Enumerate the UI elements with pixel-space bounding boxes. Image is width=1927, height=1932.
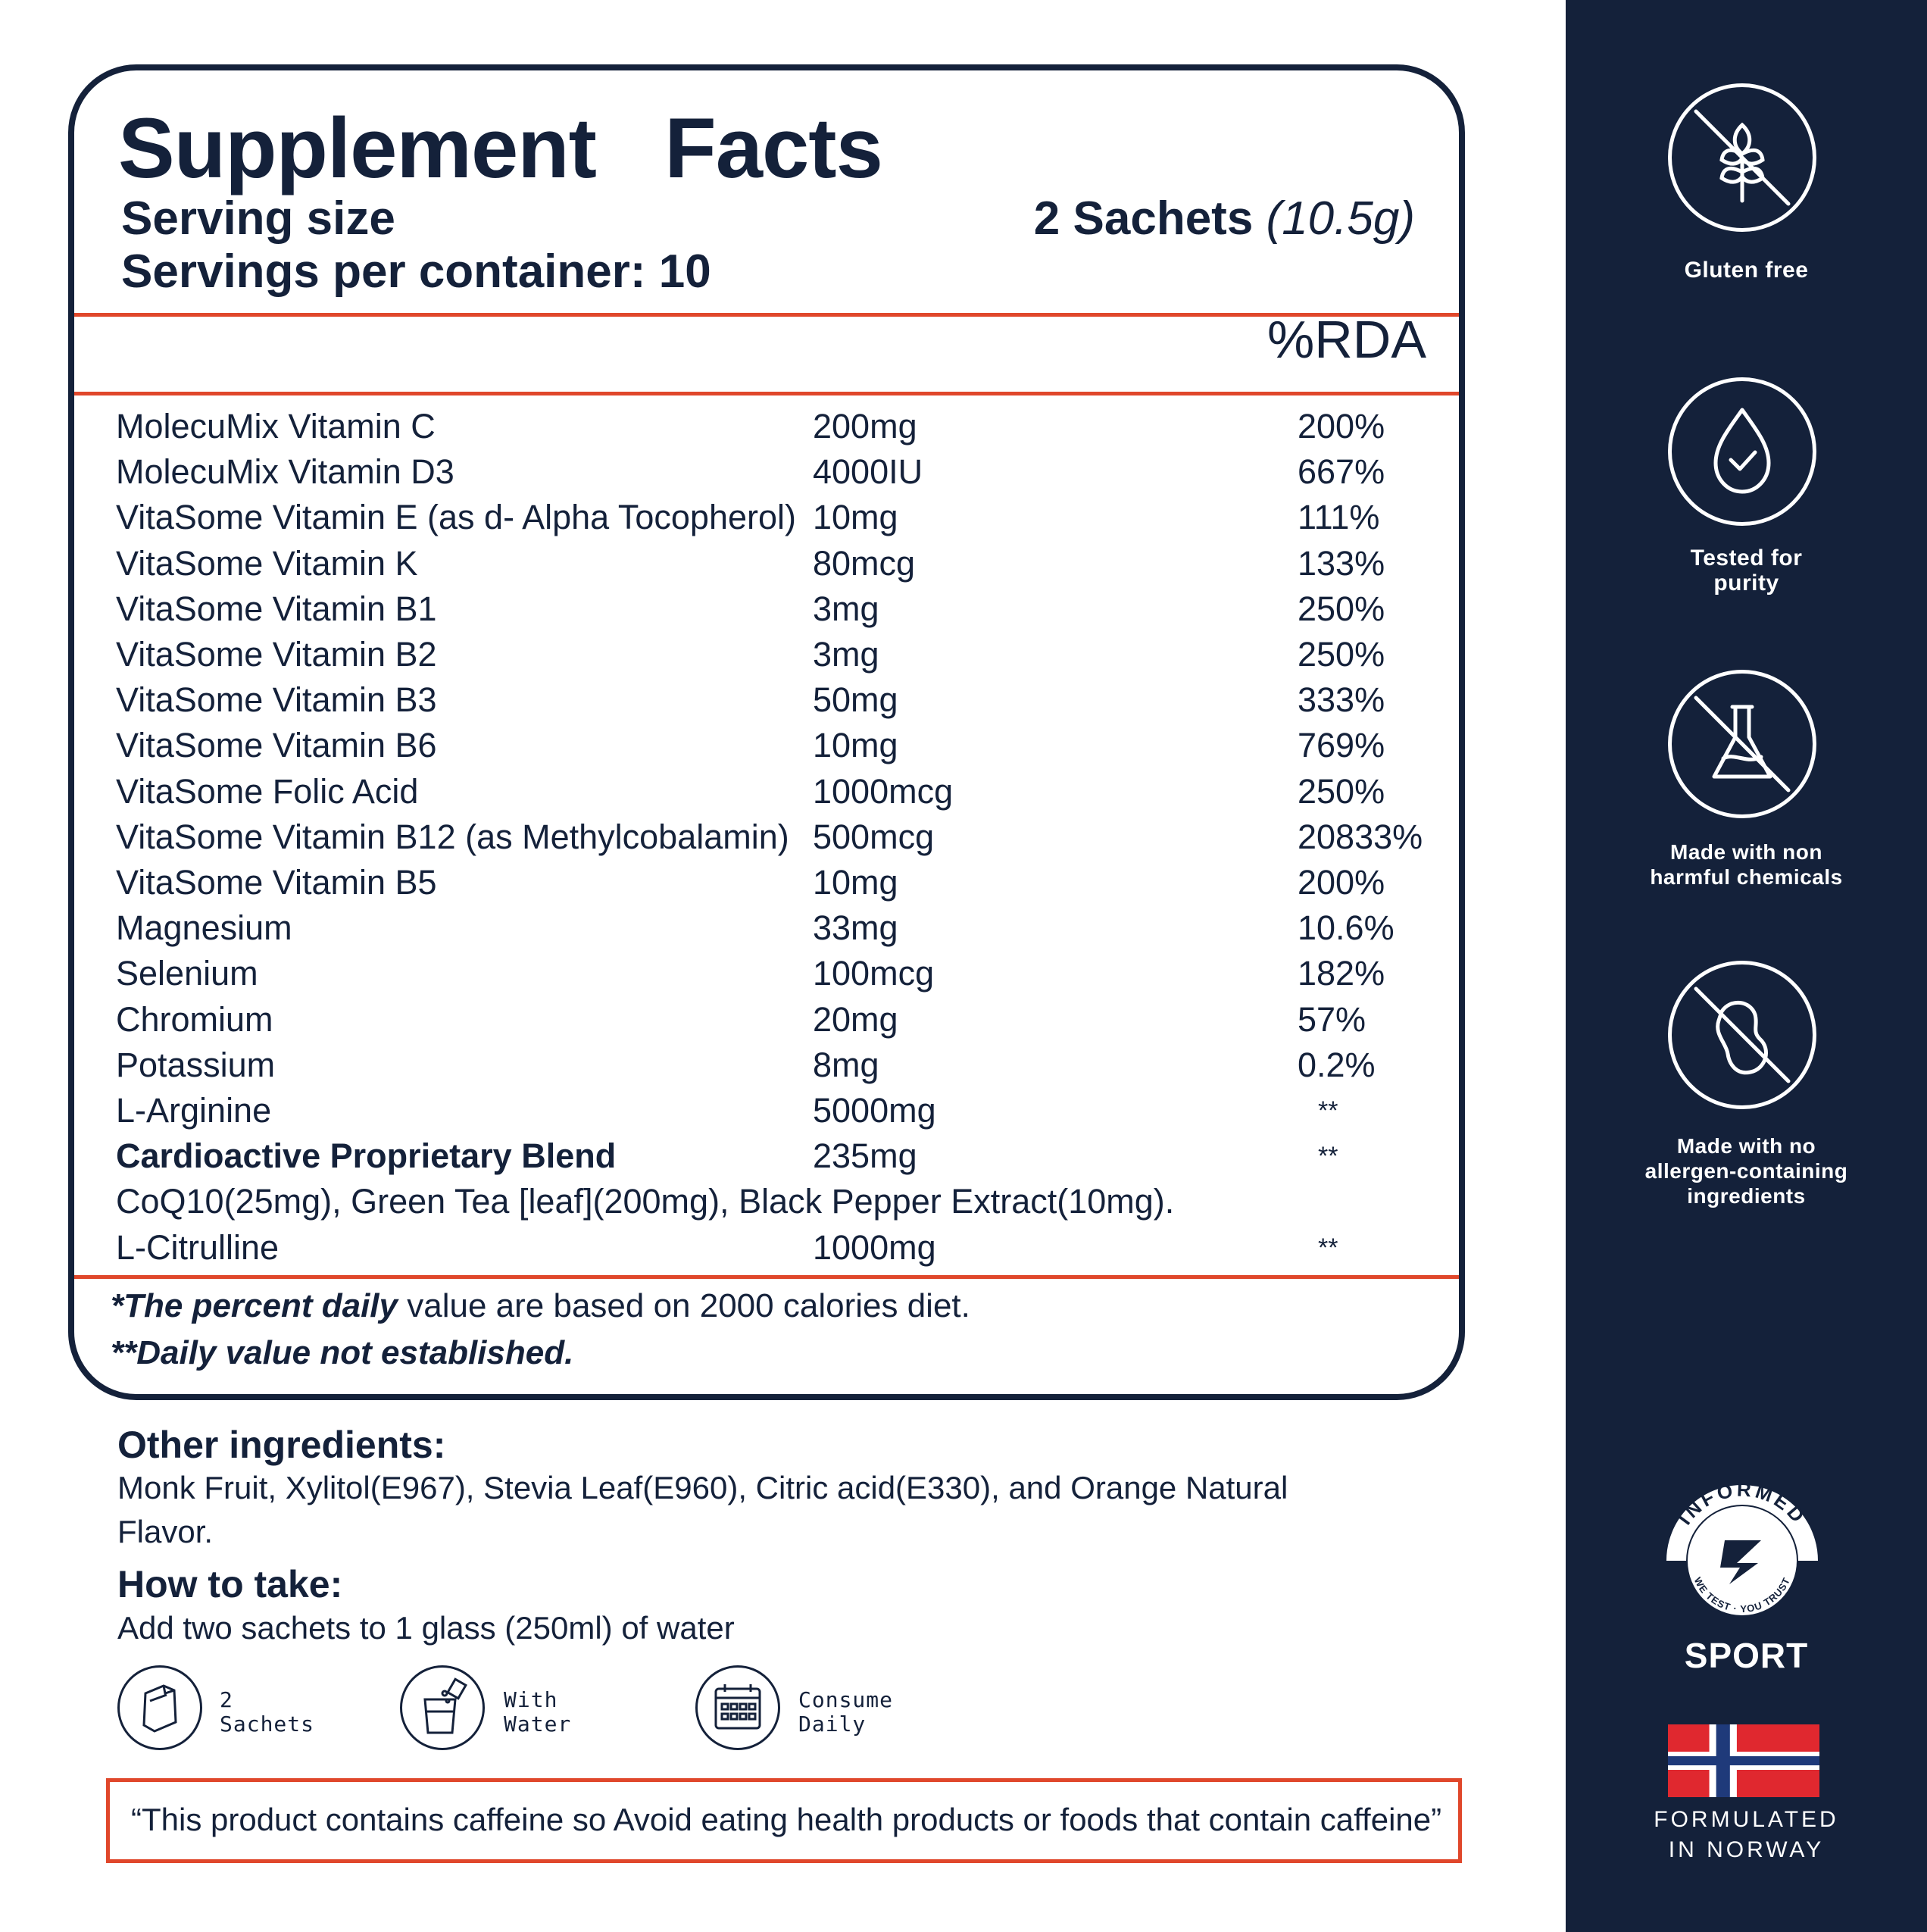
footnote-daily-value: **Daily value not established.: [111, 1334, 574, 1371]
glass-water-icon: [400, 1665, 485, 1750]
sidebar: [1566, 0, 1927, 1932]
nutrient-name: Chromium: [116, 999, 273, 1039]
step-water-label: With Water: [504, 1687, 572, 1737]
nutrient-rda: 182%: [1298, 954, 1385, 993]
nutrient-amount: 100mcg: [813, 954, 935, 993]
how-to-take-text: Add two sachets to 1 glass (250ml) of water: [117, 1610, 735, 1646]
formulated-in-norway: FORMULATED IN NORWAY: [1654, 1807, 1839, 1862]
step-daily-label: Consume Daily: [798, 1687, 894, 1737]
serving-size-weight: (10.5g): [1266, 192, 1415, 245]
badge-gluten-free-label: Gluten free: [1684, 258, 1809, 283]
nutrient-amount: 500mcg: [813, 817, 935, 856]
nutrient-name: VitaSome Vitamin B5: [116, 863, 437, 902]
servings-per-container: Servings per container: 10: [121, 245, 711, 298]
nutrient-name: VitaSome Folic Acid: [116, 771, 419, 811]
other-ingredients-text: Monk Fruit, Xylitol(E967), Stevia Leaf(E960), Citric acid(E330), and Orange Natural Flavor.: [117, 1470, 1288, 1549]
nutrient-amount: 200mg: [813, 407, 917, 445]
nutrient-name: VitaSome Vitamin K: [116, 543, 418, 583]
footnote-percent-daily-bold: *The percent daily: [111, 1287, 398, 1324]
rda-header: %RDA: [1267, 310, 1427, 369]
nutrient-amount: 4000IU: [813, 452, 923, 492]
nutrient-rda: 111%: [1298, 498, 1380, 537]
nutrient-name: VitaSome Vitamin E (as d- Alpha Tocopherol): [116, 498, 797, 537]
nutrient-name: L-Arginine: [116, 1091, 272, 1130]
nutrient-rda: 57%: [1298, 999, 1366, 1039]
nutrient-rda: 200%: [1298, 863, 1385, 902]
nutrient-name: MolecuMix Vitamin C: [116, 407, 436, 445]
calendar-icon: [695, 1665, 780, 1750]
nutrient-rda: 333%: [1298, 680, 1385, 720]
nutrient-rda: 250%: [1298, 635, 1385, 674]
nutrient-name: Magnesium: [116, 908, 292, 948]
nutrient-name: CoQ10(25mg), Green Tea [leaf](200mg), Black Pepper Extract(10mg).: [116, 1182, 1175, 1221]
nutrient-name: VitaSome Vitamin B6: [116, 726, 437, 765]
nutrient-amount: 8mg: [813, 1045, 879, 1084]
water-drop-check-icon: [1668, 377, 1816, 526]
divider-top: [74, 313, 1459, 317]
nutrient-amount: 33mg: [813, 908, 898, 948]
nutrient-amount: 1000mg: [813, 1227, 936, 1267]
informed-sport-logo: [1655, 1474, 1829, 1618]
nutrient-name: L-Citrulline: [116, 1227, 280, 1267]
nutrient-name: VitaSome Vitamin B1: [116, 589, 437, 628]
nutrient-rda: **: [1318, 1142, 1338, 1171]
divider-bottom: [74, 1275, 1459, 1279]
nutrient-rda: 250%: [1298, 771, 1385, 811]
nutrient-rda: 10.6%: [1298, 908, 1394, 948]
nutrient-rda: 769%: [1298, 726, 1385, 765]
serving-size-value: [1034, 192, 1415, 245]
other-ingredients-heading: Other ingredients:: [117, 1424, 446, 1466]
nutrient-name: Selenium: [116, 954, 258, 993]
nutrient-amount: 10mg: [813, 726, 898, 765]
norway-flag-icon: [1668, 1724, 1819, 1797]
nutrient-amount: 50mg: [813, 680, 898, 720]
nutrient-rda: 20833%: [1298, 817, 1423, 856]
nutrient-amount: 1000mcg: [813, 771, 954, 811]
informed-text: INFORMED: [1672, 1477, 1811, 1529]
facts-title: Supplement Facts: [118, 101, 882, 195]
nutrient-rda: **: [1318, 1233, 1338, 1262]
sachet-icon: [117, 1665, 202, 1750]
nutrient-amount: 20mg: [813, 999, 898, 1039]
nutrient-name: Cardioactive Proprietary Blend: [116, 1136, 617, 1176]
nutrient-name: VitaSome Vitamin B12 (as Methylcobalamin): [116, 817, 789, 856]
step-sachets-label: 2 Sachets: [220, 1687, 315, 1737]
nutrient-name: VitaSome Vitamin B3: [116, 680, 437, 720]
nutrient-name: Potassium: [116, 1045, 276, 1084]
caffeine-warning: “This product contains caffeine so Avoid eating health products or foods that contain caffeine”: [106, 1778, 1462, 1863]
nutrient-rda: 250%: [1298, 589, 1385, 628]
nutrient-rda: 200%: [1298, 407, 1385, 445]
nutrient-name: MolecuMix Vitamin D3: [116, 452, 454, 492]
no-allergen-peanut-icon: [1668, 961, 1816, 1109]
nutrient-amount: 5000mg: [813, 1091, 936, 1130]
how-to-take-heading: How to take:: [117, 1563, 343, 1605]
footnote-percent-daily-rest: value are based on 2000 calories diet.: [398, 1287, 970, 1324]
badge-chemicals-label: Made with non harmful chemicals: [1650, 840, 1843, 889]
divider-rda: [74, 392, 1459, 395]
nutrient-amount: 80mcg: [813, 543, 916, 583]
footnote-percent-daily: [111, 1287, 970, 1325]
nutrient-amount: 235mg: [813, 1136, 917, 1176]
no-chemicals-flask-icon: [1668, 670, 1816, 818]
nutrient-amount: 3mg: [813, 589, 879, 628]
nutrient-amount: 3mg: [813, 635, 879, 674]
nutrient-amount: 10mg: [813, 863, 898, 902]
nutrient-rda: 0.2%: [1298, 1045, 1376, 1084]
supplement-facts-panel: [68, 64, 1465, 1400]
no-gluten-icon: [1668, 83, 1816, 232]
badge-allergen-label: Made with no allergen-containing ingredients: [1644, 1134, 1848, 1208]
informed-tagline: WE TEST · YOU TRUST: [1691, 1575, 1793, 1615]
badge-purity-label: Tested for purity: [1690, 546, 1803, 596]
nutrient-name: VitaSome Vitamin B2: [116, 635, 437, 674]
serving-size-label: Serving size: [121, 192, 395, 245]
nutrient-rda: 667%: [1298, 452, 1385, 492]
nutrient-rda: 133%: [1298, 543, 1385, 583]
nutrient-rda: **: [1318, 1096, 1338, 1125]
serving-size-sachets: 2 Sachets: [1033, 192, 1254, 245]
nutrient-amount: 10mg: [813, 498, 898, 537]
sport-label: SPORT: [1684, 1636, 1809, 1675]
